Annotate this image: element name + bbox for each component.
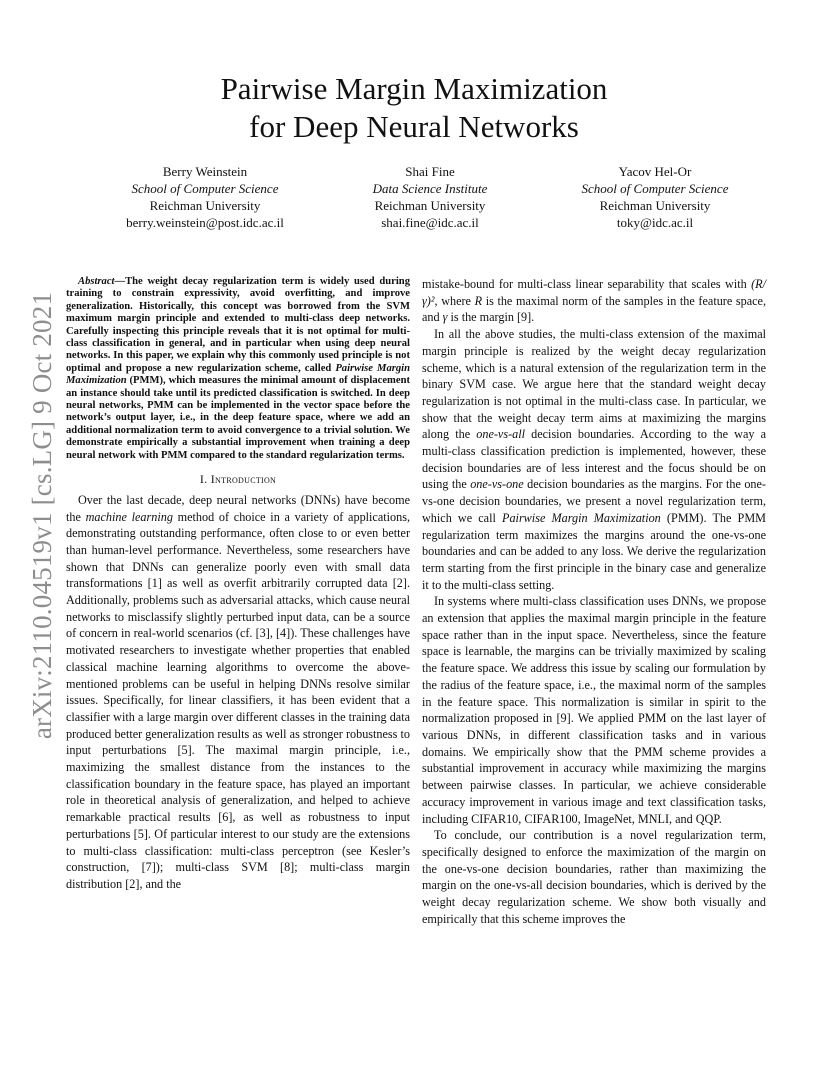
abstract-label: Abstract: [78, 276, 115, 287]
abstract: [66, 276, 410, 462]
math-expression: (R/γ)²: [422, 277, 766, 308]
paragraph-text: mistake-bound for multi-class linear separability that scales with: [422, 277, 752, 291]
emphasis-text: one-vs-all: [476, 427, 525, 442]
author-affiliation: Data Science Institute: [372, 181, 488, 196]
author-affiliation: School of Computer Science: [131, 181, 279, 196]
author-name: Yacov Hel-Or: [618, 164, 692, 179]
section-heading-introduction: [66, 471, 410, 488]
paragraph-text: decision boundaries as the margins. For the one-vs-one decision boundaries, we present a novel regularization term, which we call: [422, 477, 766, 525]
section-numeral: I.: [199, 472, 208, 487]
author-3: [550, 163, 760, 231]
author-block: [100, 163, 760, 231]
paragraph-text: is the maximal norm of the samples in the feature space, and: [422, 293, 767, 325]
intro-paragraph-3: In systems where multi-class classification uses DNNs, we propose an extension that applies the maximal margin principle in the feature space rather than in the input space. Nevertheless, since the feature space is learnable, the margins can be trivially maximized by scaling the feature space. We address this issue by scaling our formulation by the radius of the feature space, i.e., the maximal norm of the samples in the feature space. This normalization is similar in spirit to the normalization proposed in [9]. We applied PMM on the last layer of various DNNs, in different classification tasks and in various domains. We empirically show that the PMM scheme provides a substantial improvement in accuracy while maximizing the margins between pairwise classes. In particular, we achieve considerable accuracy improvement in various image and text classification tasks, including CIFAR10, CIFAR100, ImageNet, MNLI, and QQP.: [422, 594, 766, 826]
author-university: Reichman University: [374, 198, 486, 213]
abstract-method-name: Pairwise Margin Maximization: [66, 362, 410, 387]
author-name: Berry Weinstein: [162, 164, 248, 179]
paragraph-text: Over the last decade, deep neural networks (DNNs) have become the: [66, 492, 410, 524]
emphasis-text: machine learning: [85, 509, 173, 524]
author-email: berry.weinstein@post.idc.ac.il: [126, 215, 284, 230]
arxiv-stamp-text: arXiv:2110.04519v1 [cs.LG] 9 Oct 2021: [27, 291, 58, 739]
intro-paragraph-2: [422, 326, 766, 593]
author-affiliation: School of Computer Science: [581, 181, 729, 196]
abstract-text-2: (PMM), which measures the minimal amount of displacement an instance should take until its predicted classification is switched. In deep neural networks, PMM can be implemented in the vector space before the network’s output layer, i.e., in the deep feature space, where we add an additional normalization term to avoid convergence to a trivial solution. We demonstrate empirically a substantial improvement when training a deep neural network with PMM compared to the standard regularization terms.: [66, 375, 410, 461]
section-title: Introduction: [210, 472, 277, 487]
author-name: Shai Fine: [405, 164, 455, 179]
paragraph-text: (PMM). The PMM regularization term maximizes the margins around the one-vs-one boundaries and can be added to any loss. We derive the regularization term starting from the first principle in the binary case and generalize it to the multi-class setting.: [422, 510, 766, 592]
author-university: Reichman University: [149, 198, 261, 213]
arxiv-stamp: [13, 291, 73, 739]
emphasis-text: one-vs-one: [470, 477, 524, 492]
title-line-2: for Deep Neural Networks: [249, 109, 579, 144]
paragraph-text: In all the above studies, the multi-class extension of the maximal margin principle is realized by the weight decay regularization scheme, which is a natural extension of the regularization term in the binary SVM case. We argue here that the standard weight decay regularization is not optimal in the multi-class case. In particular, we show that the weight decay term aims at maximizing the margins along the: [422, 327, 766, 442]
right-column: [422, 276, 766, 927]
author-2: [325, 163, 535, 231]
math-symbol: γ: [442, 310, 448, 325]
paragraph-text: , where: [434, 293, 475, 308]
intro-paragraph-1: [66, 492, 410, 893]
author-email: toky@idc.ac.il: [616, 215, 694, 230]
intro-paragraph-4: To conclude, our contribution is a novel regularization term, specifically designed to enforce the maximization of the margin on the one-vs-one decision boundaries, rather than maximizing the margin on the one-vs-all decision boundaries, which is derived by the weight decay regularization scheme. We show both visually and empirically that this scheme improves the: [422, 828, 766, 926]
abstract-text-1: —The weight decay regularization term is widely used during training to constrain expressivity, avoid overfitting, and improve generalization. Historically, this concept was borrowed from the SVM maximum margin principle and extended to multi-class deep networks. Carefully inspecting this principle reveals that it is not optimal for multi-class classification in general, and in particular when using deep neural networks. In this paper, we explain why this commonly used principle is not optimal and propose a new regularization scheme, called: [66, 276, 410, 374]
author-university: Reichman University: [599, 198, 711, 213]
title-line-1: Pairwise Margin Maximization: [220, 71, 608, 106]
math-symbol: R: [474, 293, 483, 308]
paragraph-text: is the margin [9].: [447, 310, 535, 325]
author-email: shai.fine@idc.ac.il: [381, 215, 479, 230]
intro-paragraph-continued: [422, 276, 766, 326]
left-column: [66, 276, 410, 893]
paragraph-text: method of choice in a variety of applications, demonstrating outstanding performance, often close to or even better than human-level performance. Nevertheless, some researchers have shown that DNNs can generalize poorly even with small data transformations [1] as well as overfit arbitrarily corrupted data [2]. Additionally, problems such as adversarial attacks, which cause neural networks to misclassify slightly perturbed input data, can be a source of concern in real-world scenarios (cf. [3], [4]). These challenges have motivated researchers to investigate whether properties that enabled classical machine learning algorithms to overcome the above-mentioned problems can be useful in helping DNNs resolve similar issues. Specifically, for linear classifiers, it has been evident that a classifier with a large margin over different classes in the training data produced better generalization results as well as stronger robustness to input perturbations [5]. The maximal margin principle, i.e., maximizing the smallest distance from the instances to the classification boundary in the feature space, has played an important role in theoretical analysis of generalization, and helped to achieve remarkable practical results [6], as well as robustness to input perturbations [5]. Of particular interest to our study are the extensions to multi-class classification: multi-class perceptron (see Kesler’s construction, [7]); multi-class SVM [8]; multi-class margin distribution [2], and the: [66, 509, 410, 891]
author-1: [100, 163, 310, 231]
emphasis-text: Pairwise Margin Maximization: [502, 510, 661, 525]
paragraph-text: decision boundaries. According to the way a multi-class classification prediction is implemented, however, these decision boundaries are of less interest and the focus should be on using the: [422, 427, 766, 492]
paper-title: [0, 70, 828, 146]
